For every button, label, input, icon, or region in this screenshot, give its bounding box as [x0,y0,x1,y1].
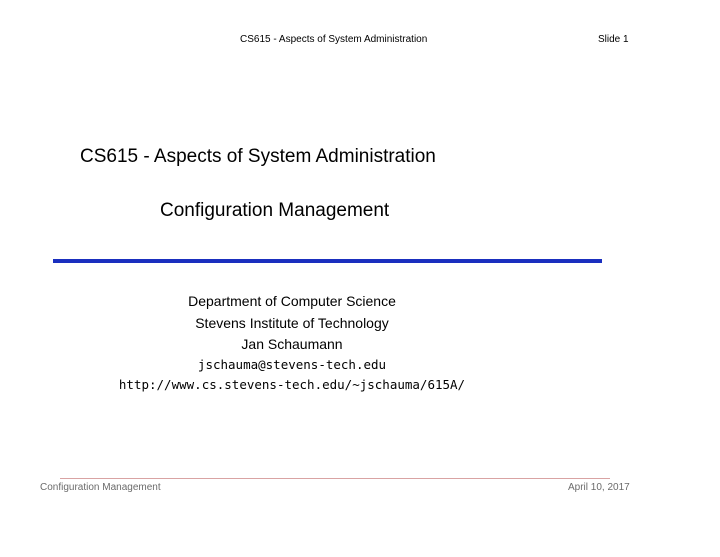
department-text: Department of Computer Science [188,293,396,309]
course-url: http://www.cs.stevens-tech.edu/~jschauma/615A/ [118,377,466,392]
footer-date: April 10, 2017 [568,482,630,493]
footer-divider [60,478,610,479]
title-divider [53,259,602,263]
footer-topic: Configuration Management [40,482,161,493]
slide-number: Slide 1 [598,34,629,45]
institution-text: Stevens Institute of Technology [195,315,389,331]
author-name: Jan Schaumann [241,336,343,352]
header-course-title: CS615 - Aspects of System Administration [240,34,428,45]
course-title: CS615 - Aspects of System Administration [80,146,436,167]
topic-title: Configuration Management [160,200,390,221]
author-email: jschauma@stevens-tech.edu [197,357,387,372]
